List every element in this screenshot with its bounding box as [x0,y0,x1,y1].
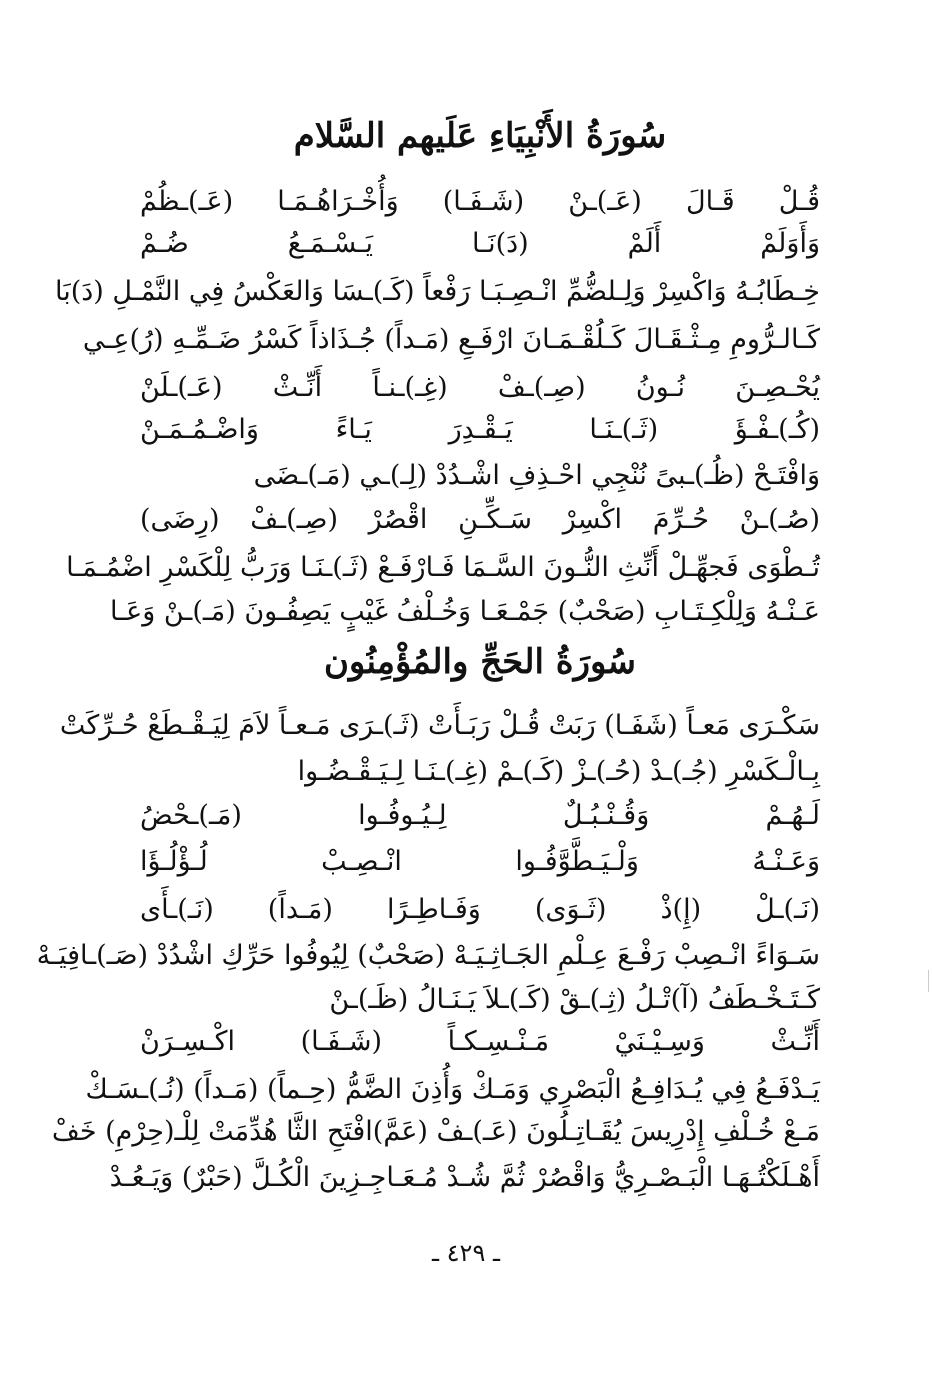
verse-line: قُـلْ قَـالَ (عَـ)ـنْ (شَـفَـا) وَأُخْـرَاهُـمَـا (عَـ)ـظُمْ [140,186,820,217]
verse-line: (نَـ)ـلْ (إِ)ذْ (ثَـوَى) وَفَـاطِـرًا (مَـداً) (نَـ)ـأَى [140,894,820,925]
verse-line: خِـطَابُـهُ وَاكْسِرْ وَلِـلضُّمِّ انْـصِـبَـا رَفْعاً (كَـ)ـسَا وَالعَكْسُ فِي النَّمْـلِ (دَ)بَا [55,276,820,307]
section-title-hajj-muminun: سُورَةُ الحَجِّ والمُؤْمِنُون [323,642,637,682]
verse-line: تُـطْوَى فَجهِّـلْ أَنِّثِ النُّـونَ السَّـمَا فَـارْفَـعْ (ثَـ)ـنَـا وَرَبُّ لِلْكَسْرِ اضْمُـمَـا [66,552,820,583]
verse-line: بِـالْـكَسْرِ (جُـ)ـدْ (حُـ)ـزْ (كَـ)ـمْ (غِـ)ـنَـا لِـيَـقْـضُـوا [297,756,820,787]
verse-line: كَـتَـخْـطَفُ (آ)تْـلُ (ثِـ)ـقْ (كَـ)ـلاَ يَـنَـالُ (ظَـ)ـنْ [329,984,820,1015]
verse-line: يُحْـصِـنَ نُـونُ (صِـ)ـفْ (غِـ)ـنـاً أَنِّـثْ (عَـ)ـلَنْ [140,372,820,403]
verse-line: يَـدْفَـعُ فِي يُـدَافِـعُ الْبَصْرِي وَمَـكْ وَأُذِنَ الضَّمُّ (حِـماً) (مَـداً) (نُـ)ـسَـكْ [85,1074,820,1105]
verse-line: وَأَوَلَمْ أَلَمْ (دَ)نَـا يَـسْـمَـعُ ضُـمْ [140,228,820,259]
margin-mark [928,970,929,992]
page-number: ـ ٤٢٩ ـ [431,1239,500,1267]
verse-line: سَكْـرَى مَعـاً (شَفَـا) رَبَتْ قُـلْ رَبَـأَتْ (ثَـ)ـرَى مَـعـاً لاَمَ لِيَـقْـطَعْ حُـرِّكَتْ [59,710,820,741]
verse-line: سَـوَاءً انْـصِبْ رَفْـعَ عِـلْمِ الجَـاثِـيَـهْ (صَحْبٌ) لِيُوفُوا حَرِّكِ اشْدُدْ (صَـ)ـافِيَـهْ [36,940,820,971]
section-title-anbiya: سُورَةُ الأَنْبِيَاءِ عَلَيهم السَّلام [293,116,667,156]
verse-line: أَنِّـثْ وَسِـيْـنَيْ مَـنْـسِـكـاً (شَـفَـا) اكْـسِـرَنْ [140,1026,820,1057]
verse-line: وَعَـنْـهُ وَلْـيَـطَّوَّفُـوا انْـصِـبْ لُـؤْلُـؤَا [140,846,820,877]
verse-line: عَـنْـهُ وَلِلْكِـتَـابِ (صَحْبٌ) جَمْـعَـا وَخُـلْفُ غَيْبٍ يَصِفُـونَ (مَـ)ـنْ وَعَـا [109,596,820,627]
verse-line: لَـهُـمْ وَقُـنْـبُـلٌ لِـيُـوفُـوا (مَـ)ـحْضُ [140,800,820,831]
verse-line: وَافْتَـحْ (ظُـ)ـبىً نُنْجِي احْـذِفِ اشْـدُدْ (لِـ)ـي (مَـ)ـضَى [253,460,820,491]
verse-line: مَـعْ خُـلْفِ إِدْرِيسَ يُقَـاتِـلُونَ (عَـ)ـفْ (عَمَّ)افْتَحِ الثَّا هُدِّمَتْ لِلْـ(حِرْمِ) خَفْ [51,1116,820,1147]
verse-line: أَهْـلَكْتُـهَـا الْبَـصْـرِيُّ وَاقْصُرْ ثُمَّ شُـدْ مُـعَـاجِـزِينَ الْكُـلَّ (حَبْرٌ) وَيَـعُـدْ [109,1162,820,1193]
verse-line: كَـالـرُّومِ مِـثْـقَـالَ كَـلُقْـمَـانَ ارْفَـعِ (مَـداً) جُـذَاذاً كَسْرُ ضَـمِّـهِ (رُ)عِـي [82,324,820,355]
verse-line: (كُـ)ـفْـؤَ (ثَـ)ـنَـا يَـقْـدِرَ يَـاءً وَاضْـمُـمَـنْ [140,414,820,445]
verse-line: (صُـ)ـنْ حُـرِّمَ اكْسِرْ سَـكِّـنِ اقْصُرْ (صِـ)ـفْ (رِضَى) [140,504,820,535]
